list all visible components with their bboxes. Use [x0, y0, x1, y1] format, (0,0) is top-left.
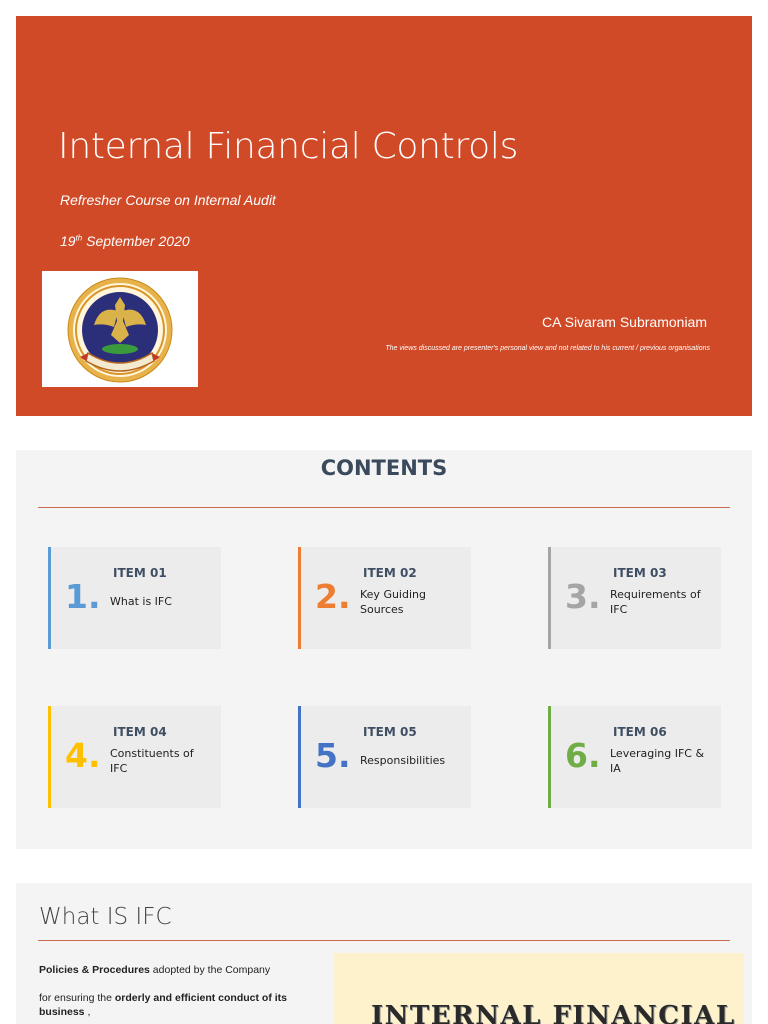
contents-item-5[interactable] [298, 706, 471, 808]
item-label: What is IFC [110, 595, 172, 608]
item-label: Responsibilities [360, 754, 446, 767]
item-number: 2. [315, 577, 351, 616]
item-tag: ITEM 02 [363, 566, 417, 580]
date-month-year: September 2020 [82, 233, 190, 249]
item-tag: ITEM 05 [363, 725, 417, 739]
title-slide [16, 16, 752, 416]
bold-term: Policies & Procedures [39, 964, 150, 976]
item-number: 3. [565, 577, 601, 616]
disclaimer: The views discussed are presenter's personal view and not related to his current / previous organisations [385, 345, 710, 352]
title-divider [38, 507, 730, 508]
contents-item-1[interactable] [48, 547, 221, 649]
item-label: Requirements of IFC [610, 588, 701, 616]
slide-title: Internal Financial Controls [58, 126, 519, 167]
definition-line-1 [39, 964, 270, 976]
presenter-name: CA Sivaram Subramoniam [542, 314, 707, 330]
contents-item-2[interactable] [298, 547, 471, 649]
contents-title: CONTENTS [320, 456, 448, 480]
item-number: 4. [65, 736, 101, 775]
item-label: Leveraging IFC & IA [610, 747, 705, 775]
what-is-ifc-slide [16, 883, 752, 1024]
emblem-icon [62, 275, 178, 385]
slide-date [60, 233, 190, 249]
item-number: 1. [65, 577, 101, 616]
date-suffix: th [75, 233, 83, 243]
definition-line-2 [39, 991, 304, 1019]
title-divider [38, 940, 730, 941]
contents-item-4[interactable] [48, 706, 221, 808]
line-suffix: , [84, 1006, 91, 1018]
banner-text: INTERNAL FINANCIAL [371, 1001, 736, 1024]
slide-subtitle: Refresher Course on Internal Audit [60, 192, 276, 208]
contents-slide [16, 450, 752, 849]
date-day: 19 [60, 233, 76, 249]
line-text: adopted by the Company [149, 964, 271, 976]
item-label: Constituents of IFC [110, 747, 194, 775]
contents-item-3[interactable] [548, 547, 721, 649]
item-tag: ITEM 01 [113, 566, 167, 580]
item-tag: ITEM 06 [613, 725, 667, 739]
section-title: What IS IFC [39, 904, 172, 930]
item-tag: ITEM 04 [113, 725, 167, 739]
icai-logo [42, 271, 198, 387]
item-number: 6. [565, 736, 601, 775]
ifc-banner-image [334, 953, 744, 1024]
contents-item-6[interactable] [548, 706, 721, 808]
line-prefix: for ensuring the [39, 992, 115, 1004]
item-label: Key Guiding Sources [360, 588, 426, 616]
item-tag: ITEM 03 [613, 566, 667, 580]
bold-term: orderly and efficient conduct of its business [39, 992, 287, 1018]
item-number: 5. [315, 736, 351, 775]
